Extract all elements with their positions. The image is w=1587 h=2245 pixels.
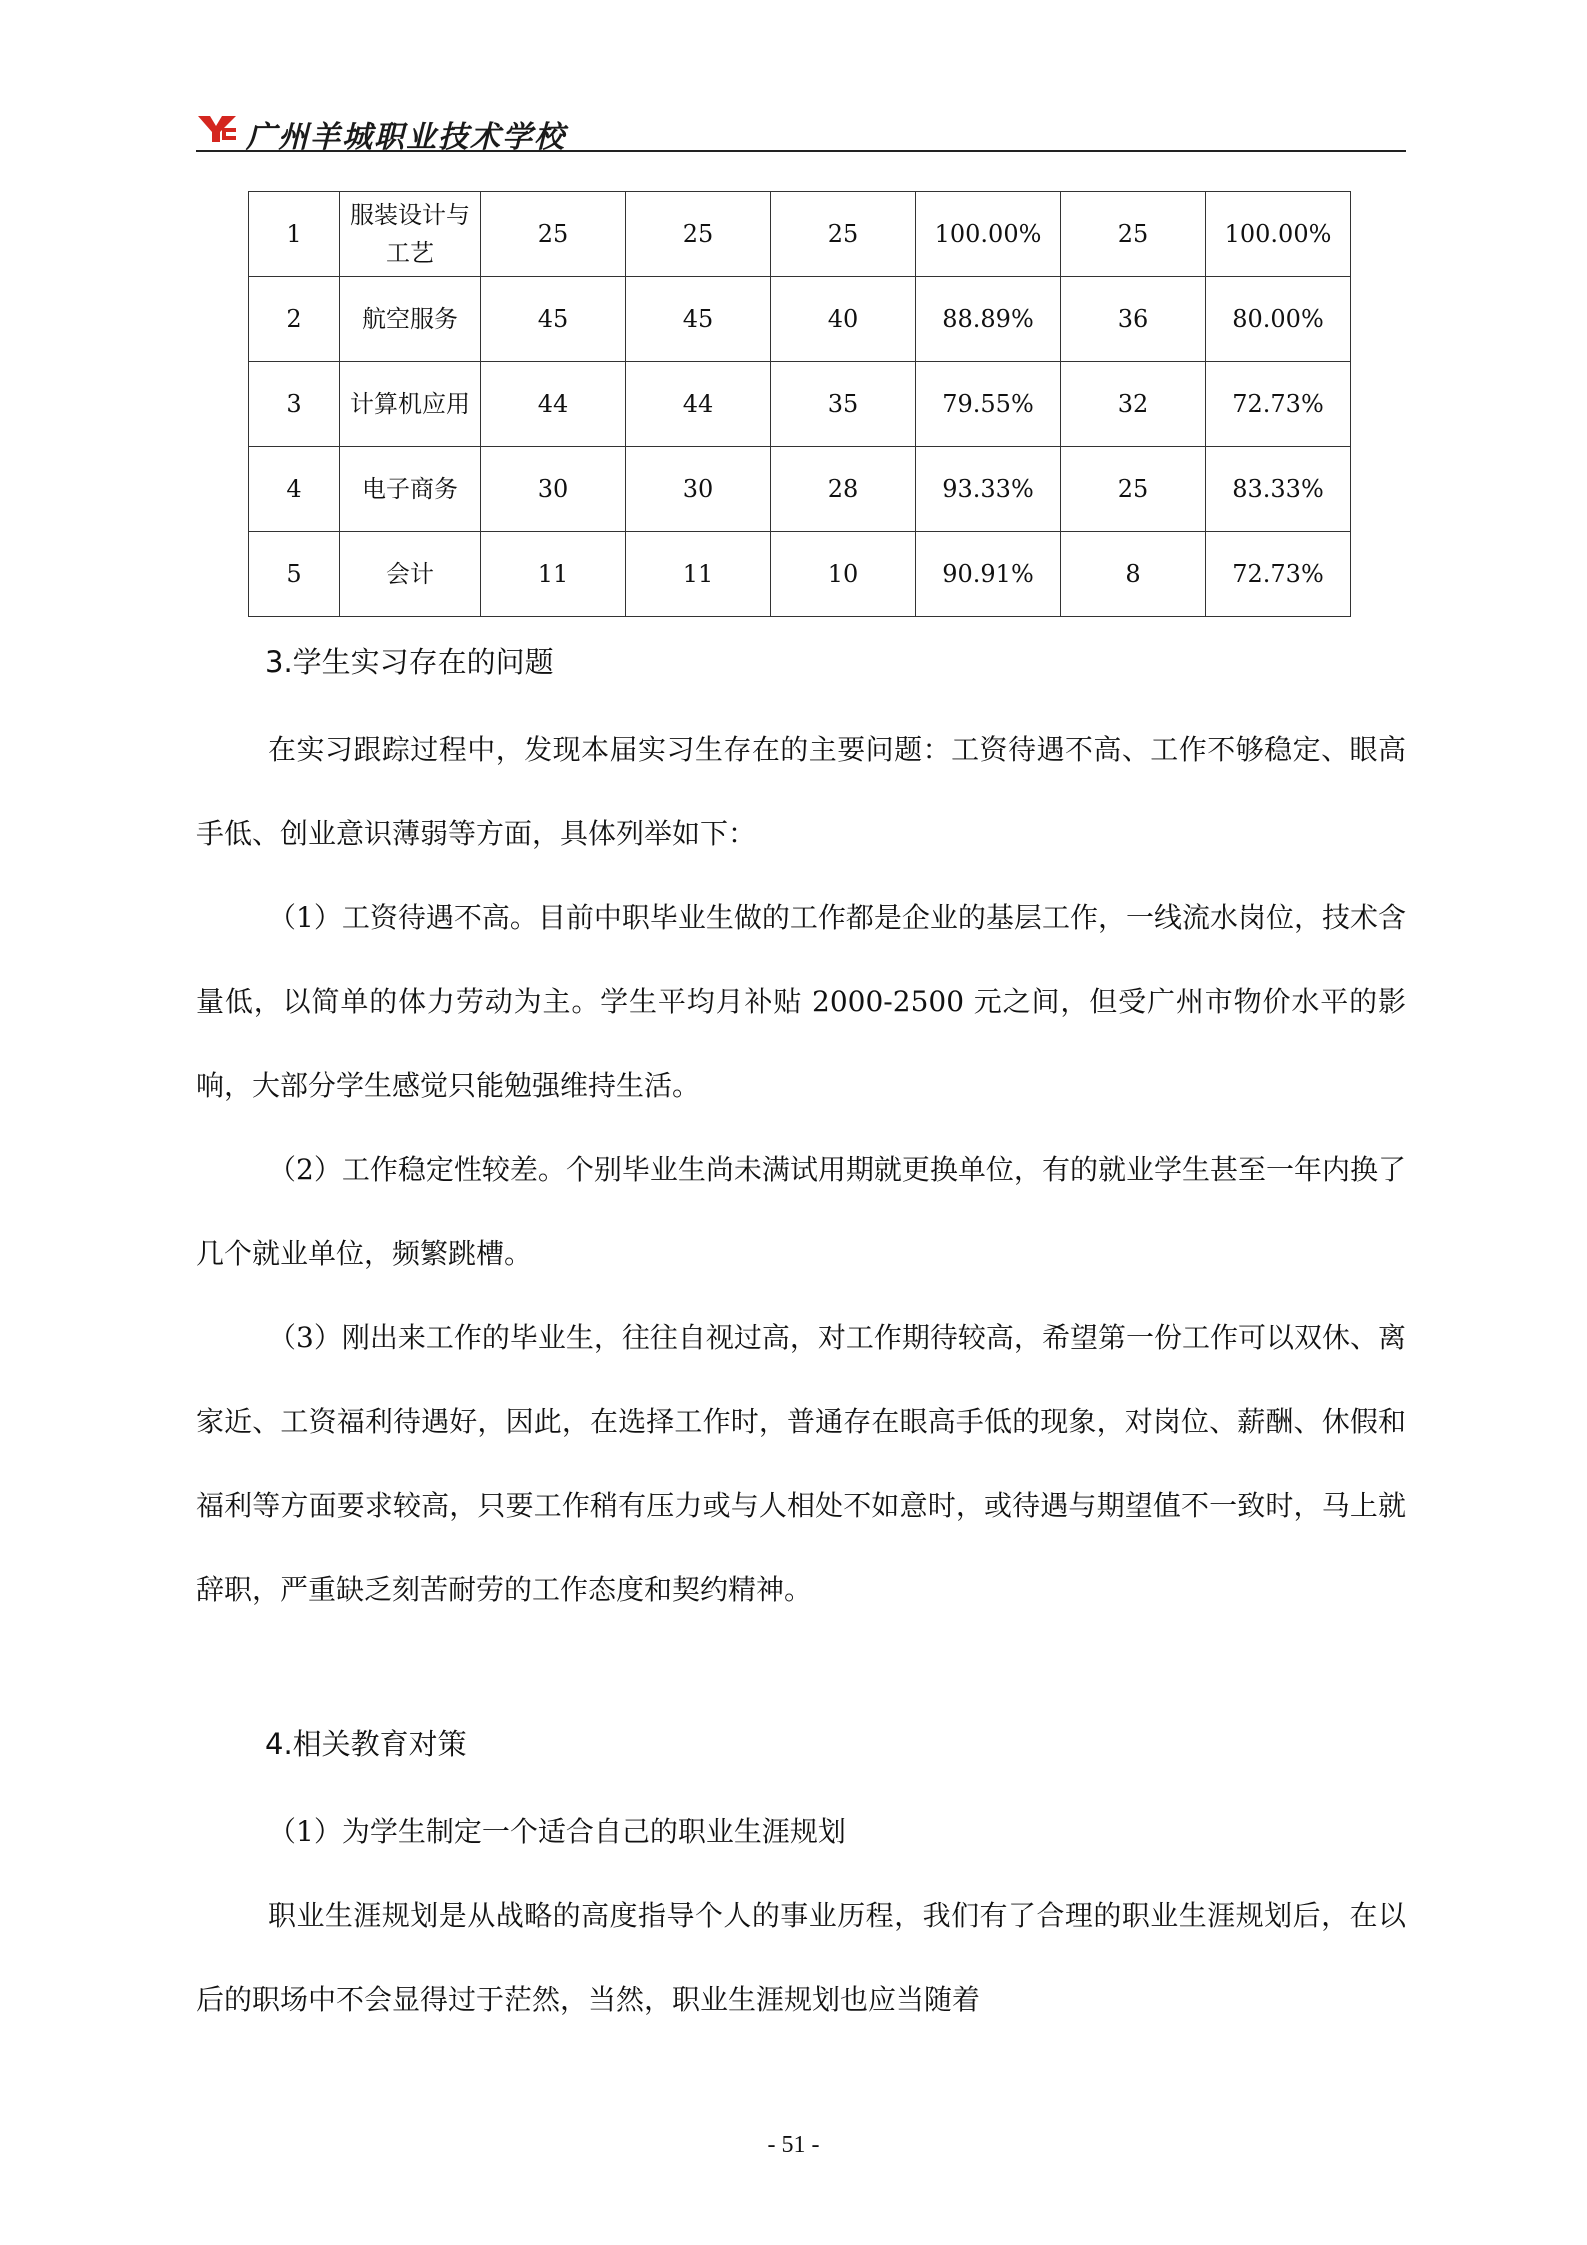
table-cell: 25 (771, 192, 916, 277)
table-cell: 25 (1061, 447, 1206, 532)
table-cell: 90.91% (916, 532, 1061, 617)
page-number: - 51 - (767, 2132, 820, 2158)
table-cell: 10 (771, 532, 916, 617)
table-row (249, 532, 1351, 617)
paragraph: （2）工作稳定性较差。个别毕业生尚未满试用期就更换单位，有的就业学生甚至一年内换了几个就业单位，频繁跳槽。 (196, 1153, 1406, 1270)
table-cell: 电子商务 (340, 447, 481, 532)
table-cell: 8 (1061, 532, 1206, 617)
table-cell: 100.00% (1206, 192, 1351, 277)
table-cell: 79.55% (916, 362, 1061, 447)
section-4-title: 4.相关教育对策 (265, 1727, 467, 1761)
table-cell: 32 (1061, 362, 1206, 447)
table-cell: 3 (249, 362, 340, 447)
paragraph: （1）工资待遇不高。目前中职毕业生做的工作都是企业的基层工作，一线流水岗位，技术含量低，以简单的体力劳动为主。学生平均月补贴 2000-2500 元之间，但受广州市物价水平的影响，大部分学生感觉只能勉强维持生活。 (196, 901, 1406, 1102)
table-cell: 28 (771, 447, 916, 532)
table-cell: 88.89% (916, 277, 1061, 362)
table-cell: 44 (626, 362, 771, 447)
table-cell: 11 (481, 532, 626, 617)
table-cell: 1 (249, 192, 340, 277)
table-cell: 44 (481, 362, 626, 447)
table-row (249, 192, 1351, 277)
table-cell: 5 (249, 532, 340, 617)
subheading: （1）为学生制定一个适合自己的职业生涯规划 (268, 1815, 846, 1848)
table-cell: 72.73% (1206, 532, 1351, 617)
table-cell: 30 (481, 447, 626, 532)
table-cell: 100.00% (916, 192, 1061, 277)
paragraph: 在实习跟踪过程中，发现本届实习生存在的主要问题：工资待遇不高、工作不够稳定、眼高手低、创业意识薄弱等方面，具体列举如下： (196, 733, 1406, 850)
table-cell: 93.33% (916, 447, 1061, 532)
table-cell: 计算机应用 (340, 362, 481, 447)
table-row (249, 277, 1351, 362)
header-divider (196, 150, 1406, 152)
table-cell: 航空服务 (340, 277, 481, 362)
statistics-table (248, 191, 1351, 617)
table-row (249, 447, 1351, 532)
paragraph: （3）刚出来工作的毕业生，往往自视过高，对工作期待较高，希望第一份工作可以双休、离家近、工资福利待遇好，因此，在选择工作时，普通存在眼高手低的现象，对岗位、薪酬、休假和福利等方面要求较高，只要工作稍有压力或与人相处不如意时，或待遇与期望值不一致时，马上就辞职，严重缺乏刻苦耐劳的工作态度和契约精神。 (196, 1321, 1406, 1606)
school-logo (196, 114, 238, 144)
table-cell: 45 (626, 277, 771, 362)
table-cell: 83.33% (1206, 447, 1351, 532)
table-cell: 4 (249, 447, 340, 532)
school-name: 广州羊城职业技术学校 (246, 120, 566, 155)
table-cell: 25 (1061, 192, 1206, 277)
table-cell: 40 (771, 277, 916, 362)
page-header (196, 108, 1406, 155)
table-cell: 36 (1061, 277, 1206, 362)
table-cell: 80.00% (1206, 277, 1351, 362)
table-cell: 会计 (340, 532, 481, 617)
table-cell: 45 (481, 277, 626, 362)
table-cell: 30 (626, 447, 771, 532)
table-cell: 11 (626, 532, 771, 617)
paragraph: 职业生涯规划是从战略的高度指导个人的事业历程，我们有了合理的职业生涯规划后，在以后的职场中不会显得过于茫然，当然，职业生涯规划也应当随着 (196, 1899, 1406, 2016)
table-row (249, 362, 1351, 447)
table-cell: 2 (249, 277, 340, 362)
table-cell: 服装设计与工艺 (340, 192, 481, 277)
table-cell: 72.73% (1206, 362, 1351, 447)
table-cell: 25 (481, 192, 626, 277)
section-3-title: 3.学生实习存在的问题 (265, 645, 554, 679)
table-cell: 35 (771, 362, 916, 447)
table-cell: 25 (626, 192, 771, 277)
